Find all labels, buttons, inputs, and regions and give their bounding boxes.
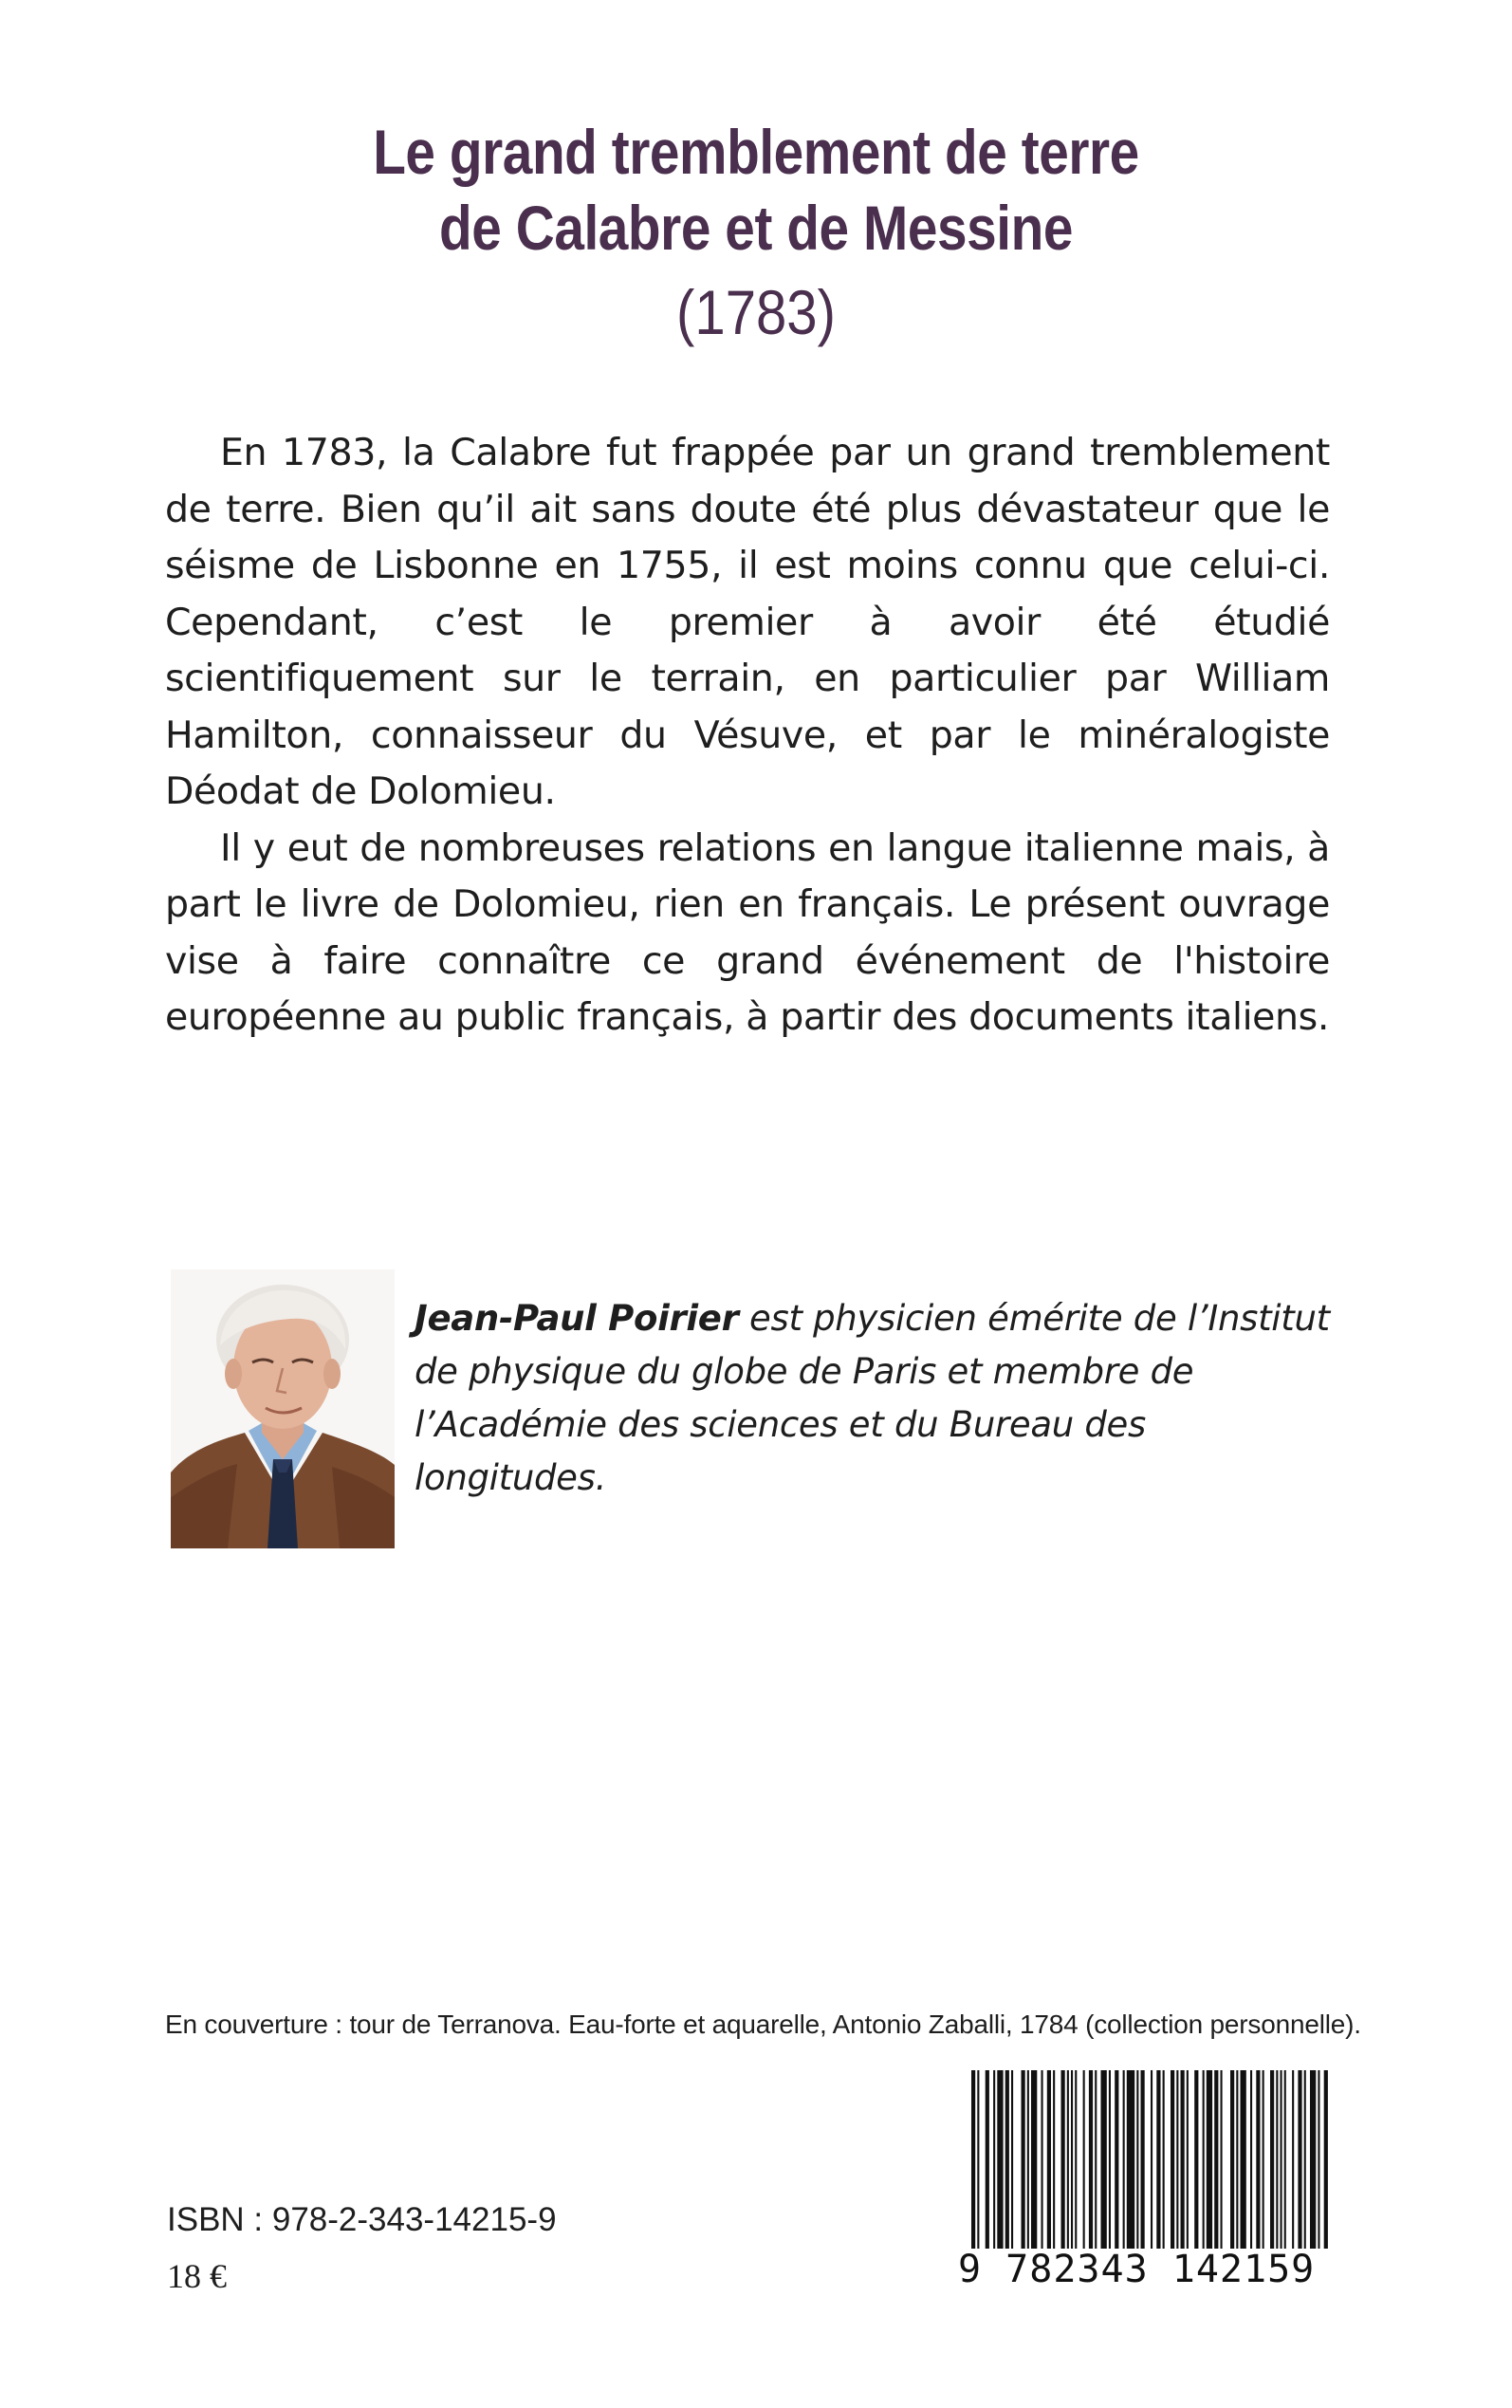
barcode-bar [1284, 2070, 1286, 2256]
author-photo [171, 1269, 395, 1548]
barcode-bar [1241, 2070, 1246, 2256]
blurb-paragraph-2: Il y eut de nombreuses relations en langue italienne mais, à part le livre de Dolomieu, rien en français. Le présent ouvrage vise à faire connaître ce grand événement de l'histoire européenne au public français, à partir des documents italiens. [165, 825, 1330, 1039]
barcode-bar [1042, 2070, 1043, 2256]
barcode-bar [1027, 2070, 1029, 2256]
barcode-bar [1318, 2070, 1319, 2256]
barcode-bar [1324, 2070, 1328, 2256]
barcode-bar [1263, 2070, 1264, 2256]
barcode-bar [1005, 2070, 1009, 2256]
barcode-bar [1163, 2070, 1165, 2256]
barcode-bar [1061, 2070, 1065, 2256]
barcode-bar [1281, 2070, 1282, 2256]
barcode-bar [1095, 2070, 1097, 2256]
barcode-bar [1141, 2070, 1145, 2256]
blurb-paragraph-1: En 1783, la Calabre fut frappée par un grand tremblement de terre. Bien qu’il ait sans doute été plus dévastateur que le séisme de Lisbonne en 1755, il est moins connu que celui-ci. Cependant, c’est le premier à avoir été étudié scientifiquement sur le terrain, en particulier par William Hamilton, connaisseur du Vésuve, et par le minéralogiste Déodat de Dolomieu. [165, 431, 1330, 813]
barcode-bar [1310, 2070, 1316, 2256]
barcode-bar [1270, 2070, 1274, 2256]
barcode [966, 2070, 1330, 2269]
book-title [0, 114, 1512, 355]
author-bio-text: est physicien émérite de l’Institut de physique du globe de Paris et membre de l’Académie des sciences et du Bureau des longitudes. [415, 1298, 1330, 1498]
author-bio [415, 1292, 1344, 1505]
barcode-bar [971, 2070, 975, 2256]
back-cover-blurb [165, 425, 1330, 1047]
barcode-bar [1022, 2070, 1025, 2256]
barcode-bar [1083, 2070, 1085, 2256]
author-name: Jean-Paul Poirier [415, 1298, 739, 1339]
barcode-bar [1230, 2070, 1234, 2256]
barcode-bar [993, 2070, 995, 2256]
barcode-bar [1214, 2070, 1218, 2256]
title-year: (1783) [676, 277, 836, 347]
barcode-bar [1298, 2070, 1301, 2256]
barcode-bar [1127, 2070, 1134, 2256]
barcode-bar [1071, 2070, 1073, 2256]
cover-credit: En couverture : tour de Terranova. Eau-forte et aquarelle, Antonio Zaballi, 1784 (collection personnelle). [165, 2010, 1361, 2039]
barcode-bar [1011, 2070, 1013, 2256]
barcode-bar [1031, 2070, 1037, 2256]
barcode-bar [986, 2070, 989, 2256]
barcode-bar [1136, 2070, 1138, 2256]
barcode-bar [1101, 2070, 1107, 2256]
barcode-bar [1176, 2070, 1178, 2256]
barcode-bar [1221, 2070, 1223, 2256]
barcode-bar [1207, 2070, 1212, 2256]
barcode-bar [1053, 2070, 1055, 2256]
barcode-bar [1203, 2070, 1205, 2256]
barcode-bar [1256, 2070, 1260, 2256]
barcode-digits: 9 782343 142159 [958, 2249, 1337, 2290]
barcode-bar [1067, 2070, 1069, 2256]
barcode-bar [997, 2070, 1003, 2256]
barcode-bar [1151, 2070, 1152, 2256]
barcode-bar [1047, 2070, 1051, 2256]
barcode-bar [1115, 2070, 1118, 2256]
barcode-bar [1075, 2070, 1077, 2256]
isbn: ISBN : 978-2-343-14215-9 [167, 2201, 557, 2238]
barcode-bar [1187, 2070, 1189, 2256]
barcode-bar [1276, 2070, 1278, 2256]
barcode-bar [1123, 2070, 1125, 2256]
barcode-bar [1250, 2070, 1252, 2256]
barcode-bar [1109, 2070, 1111, 2256]
barcode-bar [977, 2070, 979, 2256]
title-line-1: Le grand tremblement de terre [373, 117, 1139, 187]
barcode-bar [1236, 2070, 1238, 2256]
barcode-bar [1304, 2070, 1306, 2256]
barcode-bar [1171, 2070, 1174, 2256]
barcode-bar [1292, 2070, 1294, 2256]
title-line-2: de Calabre et de Messine [439, 193, 1073, 263]
barcode-bar [1156, 2070, 1160, 2256]
barcode-bar [1194, 2070, 1198, 2256]
price: 18 € [167, 2257, 227, 2295]
barcode-bar [1089, 2070, 1093, 2256]
barcode-bar [1181, 2070, 1185, 2256]
